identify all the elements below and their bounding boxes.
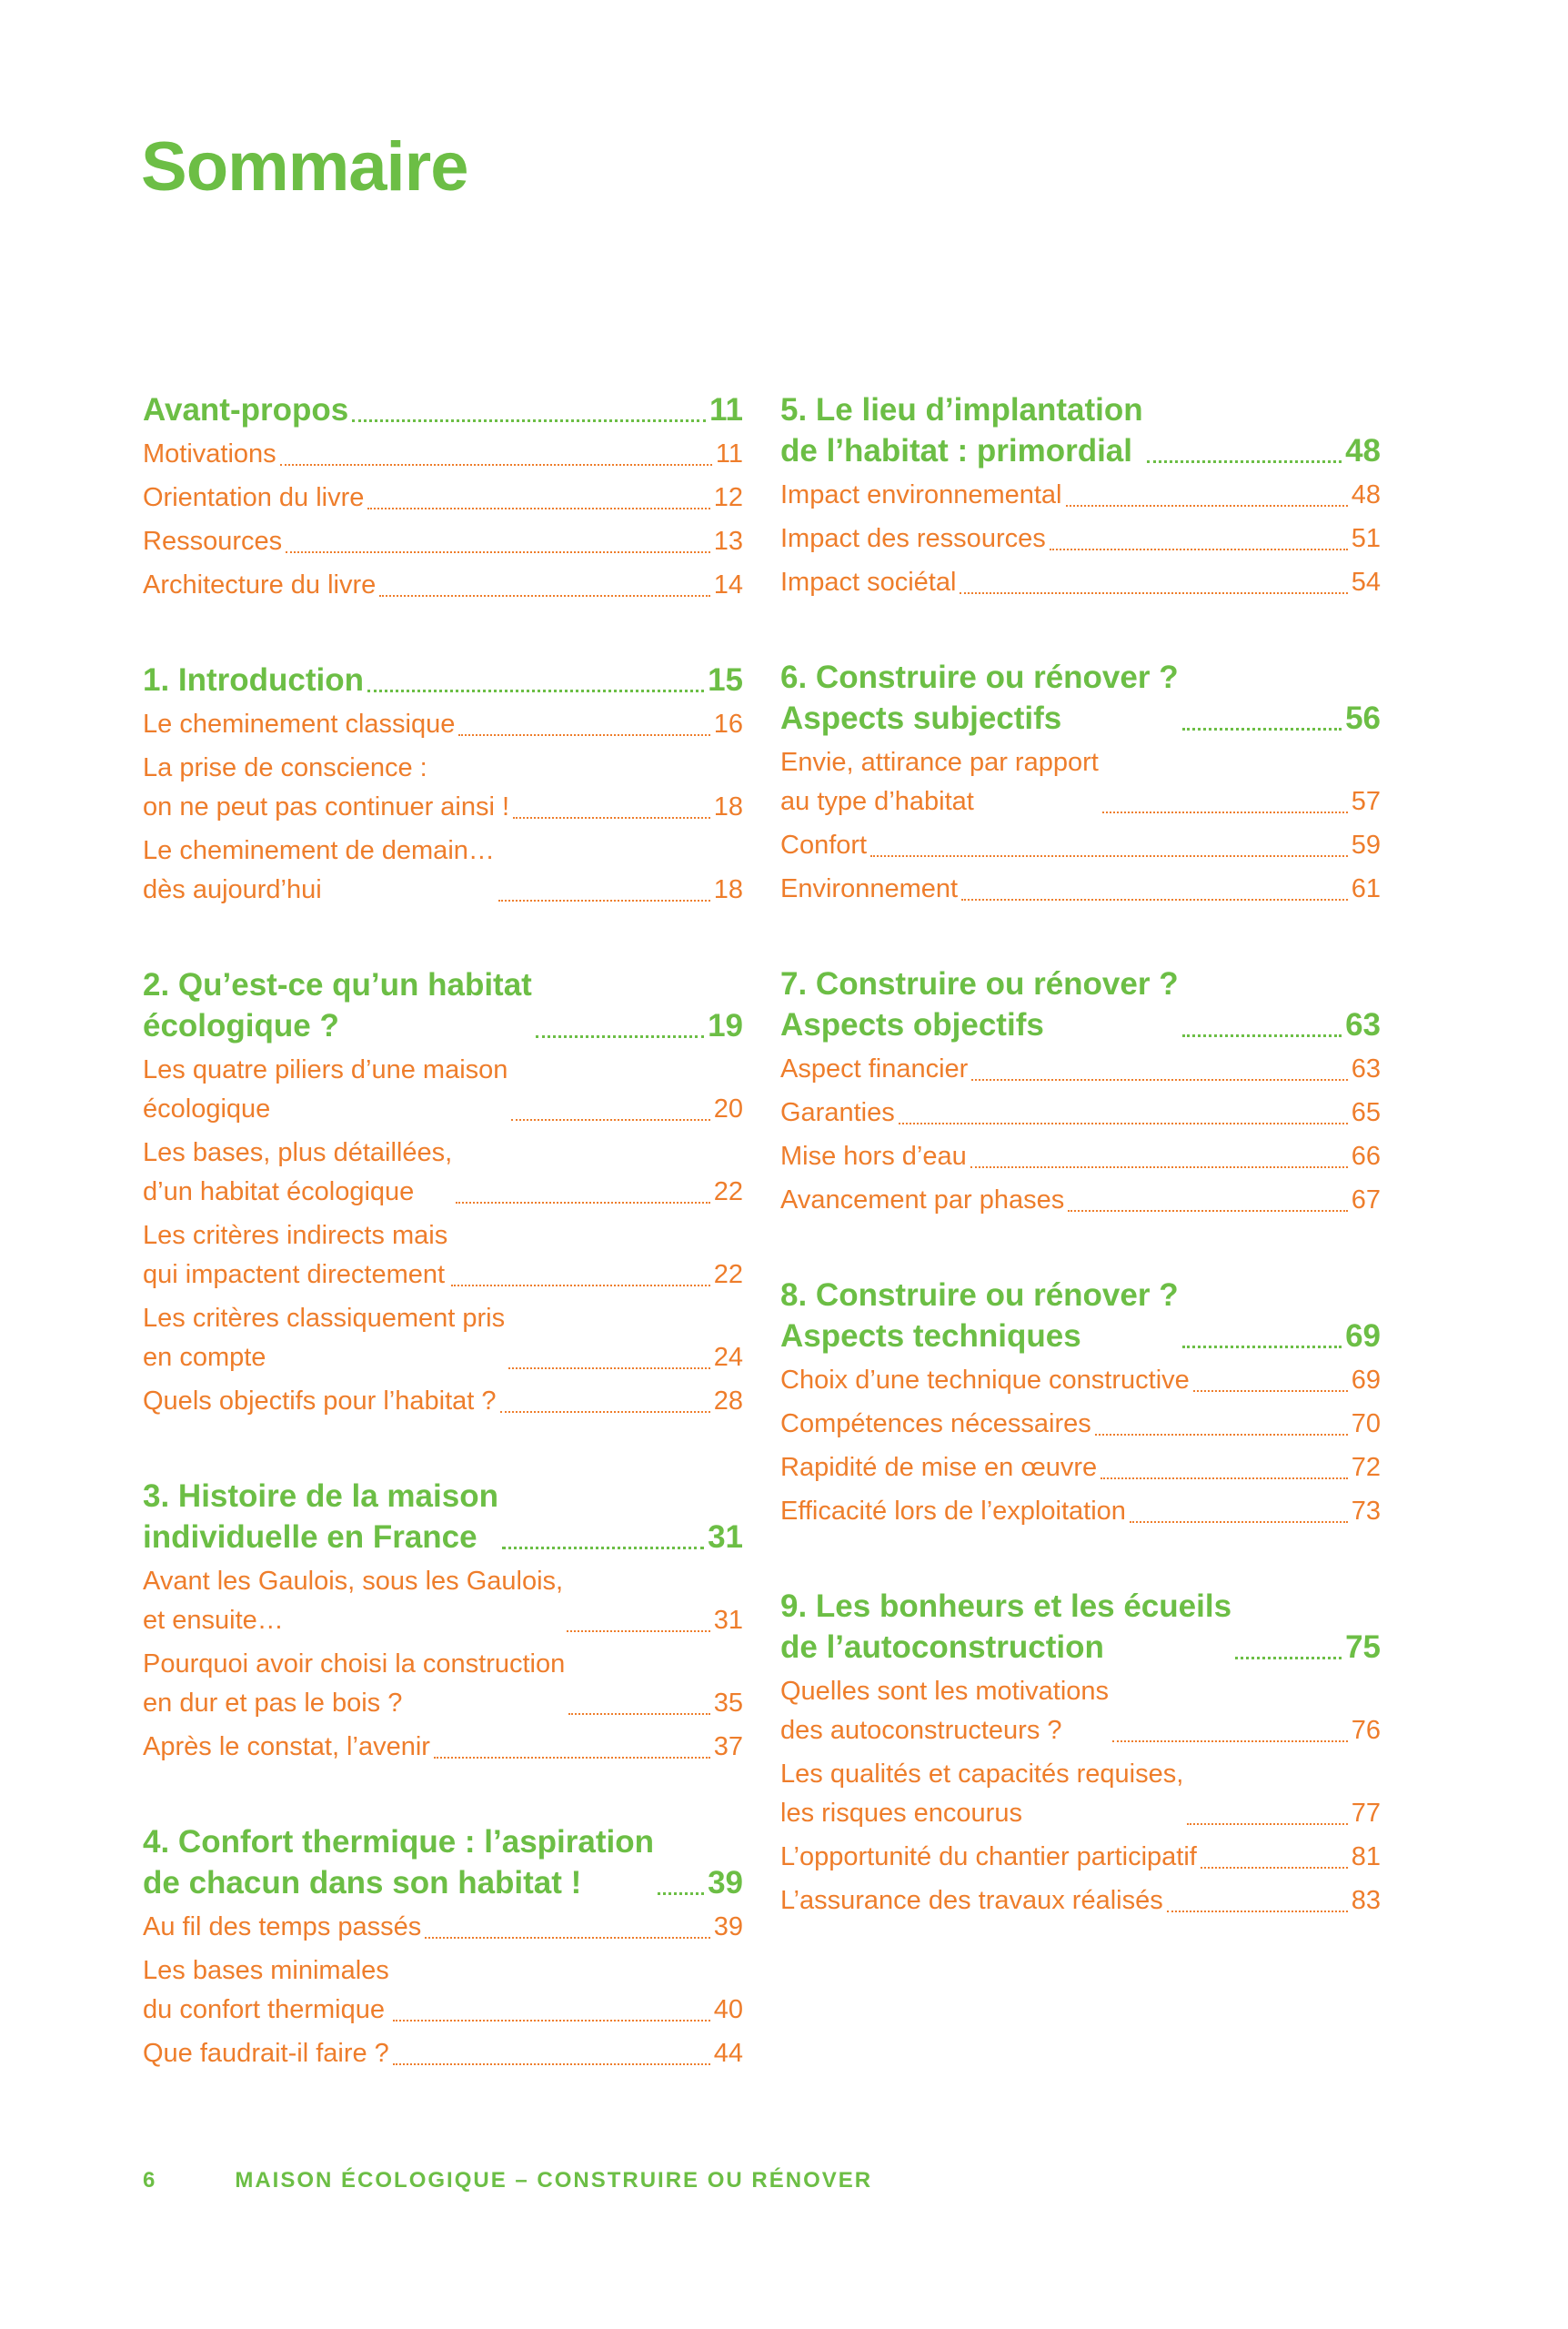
section-entry[interactable] [143,1216,743,1295]
chapter-title: 3. Histoire de la maison individuelle en France [143,1478,498,1555]
section-entry[interactable] [780,563,1381,602]
dot-leader [1182,1346,1342,1348]
toc-chapter [780,1586,1381,1921]
dot-leader [1068,1210,1348,1212]
dot-leader [367,690,704,692]
section-title: Que faudrait-il faire ? [143,2039,389,2068]
page-number: 73 [1351,1497,1381,1526]
section-entry[interactable] [143,1645,743,1723]
page-number: 51 [1351,524,1381,553]
dot-leader [498,900,710,902]
chapter-entry[interactable] [143,389,743,430]
page-number: 48 [1351,480,1381,509]
page-number: 70 [1351,1409,1381,1438]
dot-leader [1182,728,1342,731]
chapter-entry[interactable] [143,660,743,701]
section-entry[interactable] [143,522,743,561]
section-title: Impact sociétal [780,568,957,597]
section-title: Efficacité lors de l’exploitation [780,1497,1126,1526]
section-title: Le cheminement classique [143,710,456,739]
page-number: 35 [713,1689,743,1718]
dot-leader [393,2020,710,2021]
dot-leader [971,1079,1347,1081]
section-entry[interactable] [143,1134,743,1212]
section-title: Les quatre piliers d’une maison écologique [143,1055,508,1124]
dot-leader [1102,812,1348,813]
section-title: Aspect financier [780,1054,969,1084]
section-title: Quelles sont les motivations des autoconstructeurs ? [780,1677,1110,1745]
section-title: Choix d’une technique constructive [780,1366,1190,1395]
page-number: 22 [713,1177,743,1206]
dot-leader [286,551,710,553]
chapter-title: 1. Introduction [143,662,365,698]
section-entry[interactable] [780,519,1381,559]
dot-leader [1130,1521,1348,1523]
section-title: Motivations [143,439,276,469]
section-entry[interactable] [780,476,1381,515]
section-title: Les critères indirects mais qui impactent directement [143,1221,448,1289]
page-number: 13 [713,527,743,556]
chapter-title: 7. Construire ou rénover ? Aspects objectifs [780,966,1179,1043]
page-title: Sommaire [141,128,468,206]
toc-chapter [143,1476,743,1767]
section-entry[interactable] [143,749,743,827]
section-title: Les bases minimales du confort thermique [143,1956,389,2024]
chapter-entry[interactable] [143,1476,743,1558]
toc-chapter [780,963,1381,1220]
page-number: 81 [1351,1842,1381,1871]
dot-leader [451,1285,710,1286]
section-title: Au fil des temps passés [143,1912,422,1941]
section-entry[interactable] [143,566,743,605]
section-entry[interactable] [143,1382,743,1421]
page-number: 56 [1345,701,1381,736]
dot-leader [1066,505,1348,507]
section-title: Le cheminement de demain… dès aujourd’hui [143,836,495,904]
page-number: 31 [713,1606,743,1635]
page-number: 31 [708,1519,743,1555]
page-number: 77 [1351,1799,1381,1828]
section-title: Garanties [780,1098,895,1127]
section-title: Impact des ressources [780,524,1046,553]
section-entry[interactable] [780,1405,1381,1444]
dot-leader [1147,460,1342,463]
section-entry[interactable] [780,1094,1381,1133]
toc-chapter [780,389,1381,602]
dot-leader [393,2063,710,2065]
section-title: Les qualités et capacités requises, les risques encourus [780,1759,1184,1828]
dot-leader [1167,1911,1348,1912]
toc-chapter [143,389,743,605]
chapter-entry[interactable] [780,1275,1381,1356]
page-number: 12 [713,483,743,512]
dot-leader [1095,1434,1348,1436]
page-number: 59 [1351,831,1381,860]
dot-leader [1182,1034,1342,1037]
page-number: 18 [713,875,743,904]
page-number: 18 [713,792,743,822]
page-number: 75 [1345,1629,1381,1665]
dot-leader [1050,549,1348,550]
section-title: Quels objectifs pour l’habitat ? [143,1386,497,1416]
chapter-entry[interactable] [780,963,1381,1045]
section-entry[interactable] [143,705,743,744]
section-entry[interactable] [780,1448,1381,1487]
chapter-title: 9. Les bonheurs et les écueils de l’autoconstruction [780,1588,1232,1665]
dot-leader [568,1713,709,1715]
dot-leader [1101,1477,1348,1479]
section-entry[interactable] [780,826,1381,865]
toc-chapter [143,660,743,910]
section-title: Les critères classiquement pris en compte [143,1304,506,1372]
chapter-entry[interactable] [143,964,743,1046]
section-title: Ressources [143,527,283,556]
page-number: 66 [1351,1142,1381,1171]
dot-leader [456,1202,710,1204]
page-number: 20 [713,1094,743,1124]
section-entry[interactable] [780,1755,1381,1833]
page-number: 57 [1351,787,1381,816]
section-entry[interactable] [780,870,1381,909]
section-entry[interactable] [143,435,743,474]
dot-leader [1235,1657,1342,1659]
page-number: 14 [713,570,743,600]
dot-leader [1187,1823,1347,1825]
section-entry[interactable] [143,832,743,910]
section-entry[interactable] [143,1908,743,1947]
section-title: Impact environnemental [780,480,1062,509]
chapter-entry[interactable] [780,657,1381,739]
toc-chapter [780,657,1381,909]
section-title: L’assurance des travaux réalisés [780,1886,1163,1915]
dot-leader [1112,1740,1348,1742]
page-number: 83 [1351,1886,1381,1915]
section-title: Après le constat, l’avenir [143,1732,430,1761]
section-entry[interactable] [780,1881,1381,1921]
dot-leader [280,464,712,466]
dot-leader [960,592,1347,594]
section-entry[interactable] [780,1181,1381,1220]
dot-leader [513,817,710,819]
dot-leader [502,1547,704,1549]
page-number: 39 [713,1912,743,1941]
dot-leader [970,1166,1348,1168]
section-title: Environnement [780,874,959,903]
page-number: 54 [1351,568,1381,597]
toc-column-right [780,389,1381,1975]
toc-chapter [780,1275,1381,1531]
page-number: 28 [713,1386,743,1416]
dot-leader [1201,1867,1348,1869]
dot-leader [352,419,706,422]
dot-leader [367,508,709,509]
page-number: 65 [1351,1098,1381,1127]
footer-book-title: MAISON ÉCOLOGIQUE – CONSTRUIRE OU RÉNOVER [235,2168,873,2193]
toc-chapter [143,964,743,1421]
dot-leader [536,1035,704,1038]
section-entry[interactable] [780,1361,1381,1400]
dot-leader [658,1892,704,1895]
chapter-entry[interactable] [780,1586,1381,1668]
section-entry[interactable] [780,743,1381,822]
section-entry[interactable] [780,1050,1381,1089]
section-title: Orientation du livre [143,483,365,512]
page-number: 63 [1351,1054,1381,1084]
dot-leader [870,855,1348,857]
page-number: 76 [1351,1716,1381,1745]
page-number: 63 [1345,1007,1381,1043]
dot-leader [511,1119,709,1121]
page-number: 15 [708,662,743,698]
chapter-title: 4. Confort thermique : l’aspiration de chacun dans son habitat ! [143,1824,654,1901]
section-title: Les bases, plus détaillées, d’un habitat écologique [143,1138,453,1206]
chapter-title: 5. Le lieu d’implantation de l’habitat : primordial [780,392,1143,469]
page-footer [143,2168,872,2193]
toc-chapter [143,1821,743,2073]
dot-leader [567,1630,710,1632]
chapter-title: 6. Construire ou rénover ? Aspects subjectifs [780,660,1179,736]
section-entry[interactable] [780,1838,1381,1877]
chapter-title: 2. Qu’est-ce qu’un habitat écologique ? [143,967,532,1044]
section-title: La prise de conscience : on ne peut pas continuer ainsi ! [143,753,510,822]
dot-leader [899,1123,1348,1124]
dot-leader [508,1367,710,1369]
dot-leader [1193,1390,1348,1392]
footer-page-number: 6 [143,2168,156,2193]
dot-leader [961,899,1348,901]
section-entry[interactable] [143,1728,743,1767]
section-entry[interactable] [143,1299,743,1377]
dot-leader [500,1411,710,1413]
page-number: 11 [709,392,743,428]
section-title: Avancement par phases [780,1185,1065,1215]
section-title: Compétences nécessaires [780,1409,1091,1438]
chapter-entry[interactable] [143,1821,743,1903]
page-number: 69 [1351,1366,1381,1395]
page-number: 72 [1351,1453,1381,1482]
page-number: 37 [713,1732,743,1761]
page-number: 61 [1351,874,1381,903]
section-title: Rapidité de mise en œuvre [780,1453,1098,1482]
page-number: 22 [713,1260,743,1289]
page-number: 44 [713,2039,743,2068]
dot-leader [379,595,709,597]
section-entry[interactable] [143,1051,743,1129]
page-number: 11 [715,439,743,469]
chapter-title: 8. Construire ou rénover ? Aspects techniques [780,1277,1179,1354]
page-number: 19 [708,1008,743,1044]
section-entry[interactable] [143,479,743,518]
toc-column-left [143,389,743,2128]
chapter-entry[interactable] [780,389,1381,471]
chapter-title: Avant-propos [143,392,349,428]
page-number: 48 [1345,433,1381,469]
section-entry[interactable] [143,1562,743,1640]
section-title: Pourquoi avoir choisi la construction en dur et pas le bois ? [143,1649,566,1718]
page-number: 69 [1345,1318,1381,1354]
page-number: 16 [713,710,743,739]
section-title: Architecture du livre [143,570,377,600]
section-title: Confort [780,831,868,860]
section-title: Envie, attirance par rapport au type d’habitat [780,748,1099,816]
section-title: Avant les Gaulois, sous les Gaulois, et ensuite… [143,1567,564,1635]
section-entry[interactable] [780,1672,1381,1750]
dot-leader [425,1937,709,1939]
section-entry[interactable] [780,1492,1381,1531]
dot-leader [458,734,709,736]
section-entry[interactable] [143,2034,743,2073]
page-number: 67 [1351,1185,1381,1215]
page-number: 39 [708,1865,743,1901]
dot-leader [434,1757,710,1759]
section-title: Mise hors d’eau [780,1142,967,1171]
section-title: L’opportunité du chantier participatif [780,1842,1197,1871]
section-entry[interactable] [143,1951,743,2030]
page-number: 40 [713,1995,743,2024]
section-entry[interactable] [780,1137,1381,1176]
page-number: 24 [713,1343,743,1372]
